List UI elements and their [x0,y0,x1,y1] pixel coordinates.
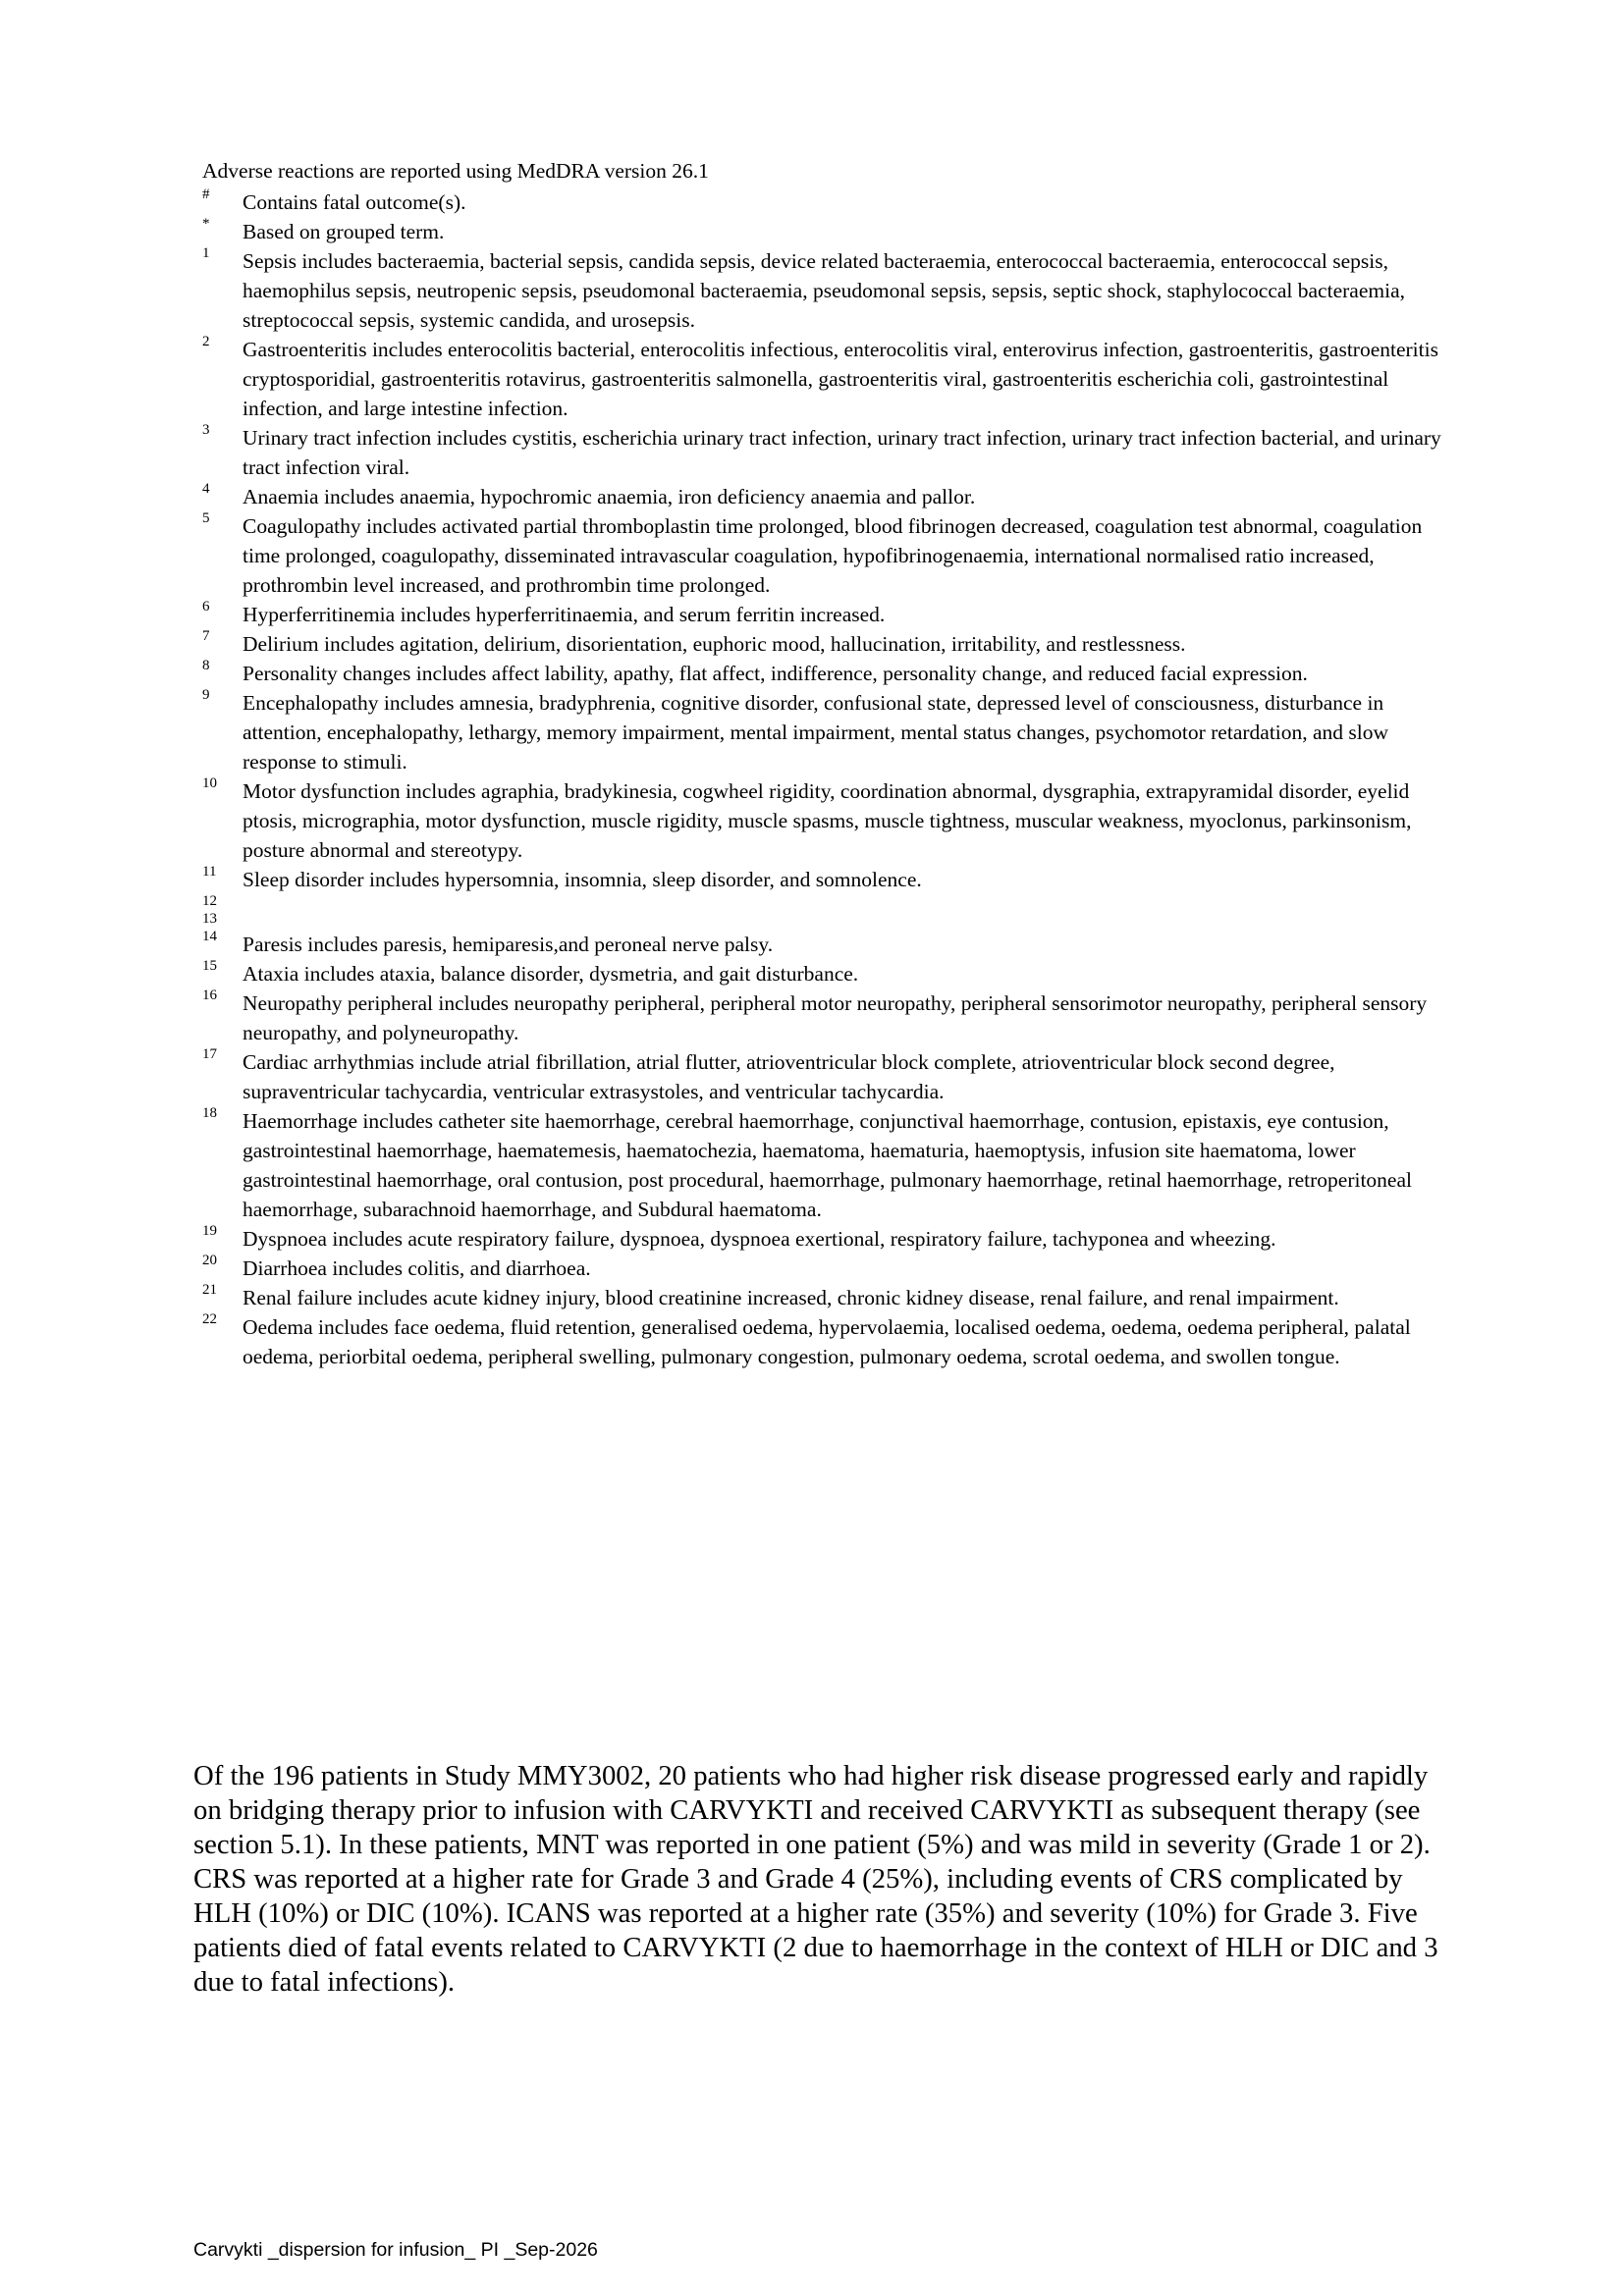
footnote-row [202,1312,1449,1371]
footnote-row [202,930,1449,959]
footnote-row [202,246,1449,335]
footnote-text: Sleep disorder includes hypersomnia, insomnia, sleep disorder, and somnolence. [243,868,922,891]
footnote-text: Haemorrhage includes catheter site haemorrhage, cerebral haemorrhage, conjunctival haemorrhage, contusion, epistaxis, eye contusion, gastrointestinal haemorrhage, haematemesis, haematochezia, haematoma, haematuria, haemoptysis, infusion site haematoma, lower gastrointestinal haemorrhage, oral contusion, post procedural, haemorrhage, pulmonary haemorrhage, retinal haemorrhage, retroperitoneal haemorrhage, subarachnoid haemorrhage, and Subdural haematoma. [243,1109,1412,1221]
footnote-text: Personality changes includes affect lability, apathy, flat affect, indifference, personality change, and reduced facial expression. [243,662,1308,685]
footnote-marker: 2 [202,334,210,349]
footnote-row [202,482,1449,511]
footnote-text: Sepsis includes bacteraemia, bacterial sepsis, candida sepsis, device related bacteraemia, enterococcal bacteraemia, enterococcal sepsis, haemophilus sepsis, neutropenic sepsis, pseudomonal bacteraemia, pseudomonal sepsis, sepsis, septic shock, staphylococcal bacteraemia, streptococcal sepsis, systemic candida, and urosepsis. [243,249,1405,332]
footnote-marker: 7 [202,628,210,644]
footnote-marker: 14 [202,929,217,944]
footnote-marker: 3 [202,422,210,438]
footnote-row [202,912,1449,930]
footnote-marker: 10 [202,775,217,791]
footnote-row [202,1047,1449,1106]
footnote-marker: 12 [202,893,217,909]
footnote-marker: 16 [202,988,217,1003]
footnote-row [202,988,1449,1047]
footnote-text: Anaemia includes anaemia, hypochromic anaemia, iron deficiency anaemia and pallor. [243,485,976,508]
footnotes-block [202,156,1449,1371]
footnote-marker: 4 [202,481,210,497]
footnote-row [202,894,1449,912]
footnote-row [202,600,1449,629]
footnote-text: Encephalopathy includes amnesia, bradyphrenia, cognitive disorder, confusional state, depressed level of consciousness, disturbance in attention, encephalopathy, lethargy, memory impairment, mental impairment, mental status changes, psychomotor retardation, and slow response to stimuli. [243,691,1389,774]
footnote-marker: 1 [202,245,210,261]
footnote-text: Delirium includes agitation, delirium, disorientation, euphoric mood, hallucination, irritability, and restlessness. [243,632,1186,656]
footnote-row [202,629,1449,659]
footnote-marker: 20 [202,1253,217,1268]
footnote-marker: * [202,216,210,232]
body-paragraph: Of the 196 patients in Study MMY3002, 20 patients who had higher risk disease progressed early and rapidly on bridging therapy prior to infusion with CARVYKTI and received CARVYKTI as subsequent therapy (see section 5.1). In these patients, MNT was reported in one patient (5%) and was mild in severity (Grade 1 or 2). CRS was reported at a higher rate for Grade 3 and Grade 4 (25%), including events of CRS complicated by HLH (10%) or DIC (10%). ICANS was reported at a higher rate (35%) and severity (10%) for Grade 3. Five patients died of fatal events related to CARVYKTI (2 due to haemorrhage in the context of HLH or DIC and 3 due to fatal infections). [193,1759,1438,1998]
footnote-marker: 19 [202,1223,217,1239]
footnote-row [202,959,1449,988]
footnote-row [202,776,1449,865]
footnote-text: Motor dysfunction includes agraphia, bradykinesia, cogwheel rigidity, coordination abnormal, dysgraphia, extrapyramidal disorder, eyelid ptosis, micrographia, motor dysfunction, muscle rigidity, muscle spasms, muscle tightness, muscular weakness, myoclonus, parkinsonism, posture abnormal and stereotypy. [243,779,1412,862]
footnote-text: Based on grouped term. [243,220,445,243]
footnote-text: Oedema includes face oedema, fluid retention, generalised oedema, hypervolaemia, localised oedema, oedema, oedema peripheral, palatal oedema, periorbital oedema, peripheral swelling, pulmonary congestion, pulmonary oedema, scrotal oedema, and swollen tongue. [243,1315,1411,1368]
footnote-text: Coagulopathy includes activated partial thromboplastin time prolonged, blood fibrinogen decreased, coagulation test abnormal, coagulation time prolonged, coagulopathy, disseminated intravascular coagulation, hypofibrinogenaemia, international normalised ratio increased, prothrombin level increased, and prothrombin time prolonged. [243,514,1423,597]
footnote-text: Contains fatal outcome(s). [243,190,466,214]
footnote-text: Paresis includes paresis, hemiparesis,and peroneal nerve palsy. [243,933,774,956]
footnote-row [202,187,1449,217]
footnote-marker: # [202,187,210,202]
footnote-row [202,217,1449,246]
footnote-row [202,1224,1449,1254]
footnote-marker: 11 [202,864,217,880]
footnote-text: Dyspnoea includes acute respiratory failure, dyspnoea, dyspnoea exertional, respiratory failure, tachyponea and wheezing. [243,1227,1276,1251]
footnote-row [202,1254,1449,1283]
footnote-text: Renal failure includes acute kidney injury, blood creatinine increased, chronic kidney disease, renal failure, and renal impairment. [243,1286,1339,1309]
footnote-marker: 8 [202,658,210,673]
footnote-marker: 9 [202,687,210,703]
footnote-row [202,423,1449,482]
footnote-text: Hyperferritinemia includes hyperferritinaemia, and serum ferritin increased. [243,603,886,626]
footnote-marker: 15 [202,958,217,974]
footnote-marker: 21 [202,1282,217,1298]
footnote-marker: 17 [202,1046,217,1062]
page-footer: Carvykti _dispersion for infusion_ PI _Sep-2026 [193,2239,598,2261]
footnotes-header: Adverse reactions are reported using MedDRA version 26.1 [202,159,709,183]
footnote-text: Neuropathy peripheral includes neuropathy peripheral, peripheral motor neuropathy, peripheral sensorimotor neuropathy, peripheral sensory neuropathy, and polyneuropathy. [243,991,1428,1044]
footnote-marker: 13 [202,911,217,927]
footnote-row [202,1106,1449,1224]
footnote-row [202,1283,1449,1312]
footnote-text: Cardiac arrhythmias include atrial fibrillation, atrial flutter, atrioventricular block complete, atrioventricular block second degree, supraventricular tachycardia, ventricular extrasystoles, and ventricular tachycardia. [243,1050,1335,1103]
footnote-row [202,865,1449,894]
footnote-text: Gastroenteritis includes enterocolitis bacterial, enterocolitis infectious, enterocolitis viral, enterovirus infection, gastroenteritis, gastroenteritis cryptosporidial, gastroenteritis rotavirus, gastroenteritis salmonella, gastroenteritis viral, gastroenteritis escherichia coli, gastrointestinal infection, and large intestine infection. [243,338,1438,420]
footnote-text: Urinary tract infection includes cystitis, escherichia urinary tract infection, urinary tract infection, urinary tract infection bacterial, and urinary tract infection viral. [243,426,1441,479]
footnote-marker: 5 [202,510,210,526]
footnote-row [202,688,1449,776]
footnote-row [202,659,1449,688]
footnote-text: Ataxia includes ataxia, balance disorder, dysmetria, and gait disturbance. [243,962,859,986]
footnote-row [202,511,1449,600]
footnote-marker: 22 [202,1311,217,1327]
footnote-marker: 6 [202,599,210,614]
footnote-text: Diarrhoea includes colitis, and diarrhoea. [243,1256,591,1280]
footnote-marker: 18 [202,1105,217,1121]
footnote-row [202,335,1449,423]
